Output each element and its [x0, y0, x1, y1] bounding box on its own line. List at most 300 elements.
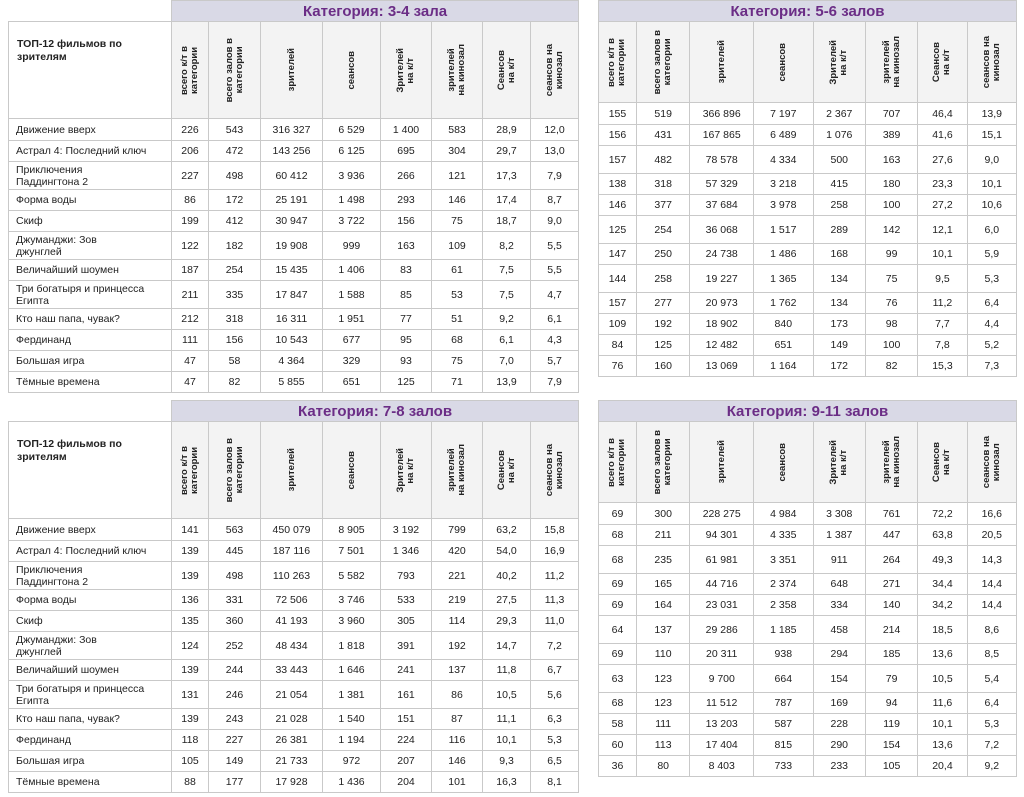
table-cell: 163: [381, 232, 432, 260]
table-cell: 227: [172, 162, 209, 190]
table-cell: 105: [172, 751, 209, 772]
table-cell: 63,8: [918, 525, 967, 546]
table-cell: 1 387: [813, 525, 865, 546]
table-cell: 21 028: [261, 709, 323, 730]
column-header: зрителей на кинозал: [446, 44, 467, 96]
table-cell: 563: [209, 519, 261, 541]
table-cell: 10,1: [967, 174, 1016, 195]
table-cell: 482: [636, 146, 689, 174]
film-title: Движение вверх: [9, 119, 172, 141]
table-cell: 24 738: [690, 244, 754, 265]
table-row: [9, 260, 579, 281]
table-cell: 111: [636, 714, 689, 735]
table-cell: 156: [381, 211, 432, 232]
table-cell: 16,9: [531, 541, 579, 562]
table-cell: 377: [636, 195, 689, 216]
table-cell: 15,8: [531, 519, 579, 541]
table-cell: 214: [865, 616, 917, 644]
table-cell: 18,7: [483, 211, 531, 232]
table-cell: 23 031: [690, 595, 754, 616]
table-cell: 587: [754, 714, 814, 735]
table-cell: 146: [432, 751, 483, 772]
table-cell: 8 403: [690, 756, 754, 777]
table-row: [9, 211, 579, 232]
table-cell: 123: [636, 665, 689, 693]
table-cell: 6,0: [967, 216, 1016, 244]
table-cell: 911: [813, 546, 865, 574]
film-title: Астрал 4: Последний ключ: [9, 541, 172, 562]
table-category-3-4: [8, 0, 579, 393]
table-cell: 15,1: [967, 125, 1016, 146]
table-cell: 71: [432, 372, 483, 393]
table-cell: 25 191: [261, 190, 323, 211]
table-cell: 3 308: [813, 503, 865, 525]
table-cell: 277: [636, 293, 689, 314]
table-cell: 211: [636, 525, 689, 546]
table-cell: 135: [172, 611, 209, 632]
table-row: [9, 232, 579, 260]
table-cell: 149: [209, 751, 261, 772]
table-cell: 331: [209, 590, 261, 611]
table-cell: 82: [865, 356, 917, 377]
table-row: [599, 265, 1017, 293]
table-cell: 9,0: [967, 146, 1016, 174]
table-cell: 2 367: [813, 103, 865, 125]
table-cell: 160: [636, 356, 689, 377]
table-cell: 289: [813, 216, 865, 244]
column-header: Зрителей на к/т: [828, 39, 850, 85]
table-cell: 27,5: [483, 590, 531, 611]
table-cell: 4 984: [754, 503, 814, 525]
table-cell: 146: [432, 190, 483, 211]
table-cell: 69: [599, 503, 637, 525]
table-row: [9, 590, 579, 611]
film-title: Форма воды: [9, 590, 172, 611]
table-cell: 29,3: [483, 611, 531, 632]
table-cell: 60 412: [261, 162, 323, 190]
table-cell: 1 436: [323, 772, 381, 793]
table-cell: 172: [813, 356, 865, 377]
table-cell: 134: [813, 265, 865, 293]
table-row: [599, 644, 1017, 665]
table-cell: 93: [381, 351, 432, 372]
table-category-9-11: [598, 400, 1017, 777]
table-cell: 122: [172, 232, 209, 260]
table-cell: 7,2: [531, 632, 579, 660]
table-cell: 140: [865, 595, 917, 616]
table-cell: 57 329: [690, 174, 754, 195]
table-cell: 252: [209, 632, 261, 660]
table-row: [9, 541, 579, 562]
column-header: зрителей: [715, 440, 727, 484]
film-title: Астрал 4: Последний ключ: [9, 141, 172, 162]
table-cell: 5,4: [967, 665, 1016, 693]
table-cell: 498: [209, 562, 261, 590]
table-cell: 30 947: [261, 211, 323, 232]
table-cell: 9 700: [690, 665, 754, 693]
column-header: всего к/т в категории: [606, 37, 628, 87]
table-row: [9, 562, 579, 590]
column-header: Сеансов на к/т: [931, 441, 953, 483]
table-cell: 318: [636, 174, 689, 195]
table-cell: 2 358: [754, 595, 814, 616]
column-header: сеансов на кинозал: [543, 43, 565, 97]
table-cell: 360: [209, 611, 261, 632]
table-cell: 6,3: [531, 709, 579, 730]
column-header: зрителей на кинозал: [446, 444, 467, 496]
table-cell: 83: [381, 260, 432, 281]
column-header: зрителей: [715, 40, 727, 84]
table-cell: 44 716: [690, 574, 754, 595]
table-title: Категория: 5-6 залов: [599, 1, 1017, 22]
table-cell: 17 404: [690, 735, 754, 756]
table-cell: 5,3: [967, 714, 1016, 735]
table-cell: 157: [599, 146, 637, 174]
table-cell: 168: [813, 244, 865, 265]
table-cell: 182: [209, 232, 261, 260]
column-header: всего к/т в категории: [179, 445, 200, 495]
column-header: Сеансов на к/т: [495, 449, 517, 491]
table-cell: 192: [432, 632, 483, 660]
table-row: [599, 665, 1017, 693]
column-header: всего к/т в категории: [606, 437, 628, 487]
table-row: [599, 103, 1017, 125]
table-cell: 187: [172, 260, 209, 281]
table-cell: 84: [599, 335, 637, 356]
table-row: [9, 351, 579, 372]
table-cell: 264: [865, 546, 917, 574]
table-cell: 9,5: [918, 265, 967, 293]
film-title: Фердинанд: [9, 330, 172, 351]
table-cell: 6 489: [754, 125, 814, 146]
table-cell: 5,5: [531, 232, 579, 260]
film-title: Большая игра: [9, 751, 172, 772]
column-header: зрителей на кинозал: [880, 36, 902, 88]
table-cell: 335: [209, 281, 261, 309]
table-cell: 10,1: [918, 244, 967, 265]
table-cell: 6,1: [483, 330, 531, 351]
table-cell: 204: [381, 772, 432, 793]
table-cell: 8,6: [967, 616, 1016, 644]
table-row: [9, 141, 579, 162]
table-cell: 46,4: [918, 103, 967, 125]
table-cell: 15 435: [261, 260, 323, 281]
table-cell: 294: [813, 644, 865, 665]
table-cell: 40,2: [483, 562, 531, 590]
table-cell: 154: [865, 735, 917, 756]
table-cell: 58: [599, 714, 637, 735]
table-cell: 27,6: [918, 146, 967, 174]
table-cell: 254: [636, 216, 689, 244]
table-cell: 5,3: [967, 265, 1016, 293]
column-header: зрителей на кинозал: [880, 436, 902, 488]
table-cell: 16,3: [483, 772, 531, 793]
table-cell: 34,4: [918, 574, 967, 595]
table-cell: 3 960: [323, 611, 381, 632]
column-header: всего залов в категории: [652, 429, 674, 495]
table-cell: 144: [599, 265, 637, 293]
table-cell: 10,6: [967, 195, 1016, 216]
table-cell: 500: [813, 146, 865, 174]
table-cell: 68: [599, 693, 637, 714]
column-header: сеансов: [777, 42, 789, 82]
table-cell: 86: [432, 681, 483, 709]
column-header: сеансов: [777, 442, 789, 482]
table-row: [599, 735, 1017, 756]
table-row: [599, 503, 1017, 525]
table-cell: 167 865: [690, 125, 754, 146]
table-cell: 146: [599, 195, 637, 216]
table-row: [599, 356, 1017, 377]
table-cell: 58: [209, 351, 261, 372]
table-cell: 76: [865, 293, 917, 314]
table-cell: 77: [381, 309, 432, 330]
table-cell: 1 076: [813, 125, 865, 146]
table-row: [9, 632, 579, 660]
table-cell: 28,9: [483, 119, 531, 141]
table-cell: 20 311: [690, 644, 754, 665]
table-row: [9, 330, 579, 351]
table-cell: 68: [599, 546, 637, 574]
table-cell: 7 197: [754, 103, 814, 125]
table-cell: 228: [813, 714, 865, 735]
table-cell: 431: [636, 125, 689, 146]
table-cell: 3 936: [323, 162, 381, 190]
table-cell: 137: [636, 616, 689, 644]
table-category-5-6: [598, 0, 1017, 377]
table-cell: 415: [813, 174, 865, 195]
film-title: Величайший шоумен: [9, 260, 172, 281]
table-cell: 169: [813, 693, 865, 714]
table-cell: 472: [209, 141, 261, 162]
table-row: [599, 195, 1017, 216]
film-title: Величайший шоумен: [9, 660, 172, 681]
table-cell: 13,6: [918, 735, 967, 756]
table-cell: 14,7: [483, 632, 531, 660]
table-cell: 17,4: [483, 190, 531, 211]
table-cell: 85: [381, 281, 432, 309]
table-cell: 20 973: [690, 293, 754, 314]
table-cell: 164: [636, 595, 689, 616]
table-cell: 1 164: [754, 356, 814, 377]
table-cell: 121: [432, 162, 483, 190]
film-title: Форма воды: [9, 190, 172, 211]
table-cell: 10,5: [918, 665, 967, 693]
table-cell: 244: [209, 660, 261, 681]
table-cell: 1 498: [323, 190, 381, 211]
table-cell: 34,2: [918, 595, 967, 616]
table-cell: 228 275: [690, 503, 754, 525]
film-title: Большая игра: [9, 351, 172, 372]
table-cell: 7,7: [918, 314, 967, 335]
table-cell: 420: [432, 541, 483, 562]
table-cell: 185: [865, 644, 917, 665]
table-cell: 68: [599, 525, 637, 546]
table-cell: 19 227: [690, 265, 754, 293]
table-cell: 47: [172, 372, 209, 393]
column-header: Сеансов на к/т: [931, 41, 953, 83]
table-cell: 1 194: [323, 730, 381, 751]
table-cell: 1 517: [754, 216, 814, 244]
column-header: всего залов в категории: [223, 437, 245, 503]
table-cell: 6,5: [531, 751, 579, 772]
table-title: Категория: 3-4 зала: [172, 1, 579, 22]
table-cell: 63,2: [483, 519, 531, 541]
table-cell: 8,7: [531, 190, 579, 211]
table-cell: 78 578: [690, 146, 754, 174]
table-category-7-8: [8, 400, 579, 793]
table-cell: 75: [432, 351, 483, 372]
table-row: [9, 119, 579, 141]
column-header: Зрителей на к/т: [828, 439, 850, 485]
table-cell: 86: [172, 190, 209, 211]
column-header: всего к/т в категории: [179, 45, 200, 95]
table-cell: 154: [813, 665, 865, 693]
table-row: [599, 616, 1017, 644]
table-row: [9, 281, 579, 309]
table-cell: 533: [381, 590, 432, 611]
table-cell: 5,7: [531, 351, 579, 372]
table-cell: 211: [172, 281, 209, 309]
column-header: Зрителей на к/т: [395, 447, 416, 493]
table-cell: 5,6: [531, 681, 579, 709]
table-cell: 139: [172, 660, 209, 681]
table-cell: 11,8: [483, 660, 531, 681]
table-cell: 366 896: [690, 103, 754, 125]
table-cell: 10,1: [483, 730, 531, 751]
table-cell: 64: [599, 616, 637, 644]
table-cell: 88: [172, 772, 209, 793]
table-cell: 82: [209, 372, 261, 393]
table-cell: 13 069: [690, 356, 754, 377]
table-cell: 4,3: [531, 330, 579, 351]
film-title: Движение вверх: [9, 519, 172, 541]
table-cell: 6,7: [531, 660, 579, 681]
table-cell: 110 263: [261, 562, 323, 590]
table-cell: 799: [432, 519, 483, 541]
table-cell: 61 981: [690, 546, 754, 574]
table-cell: 999: [323, 232, 381, 260]
table-cell: 7,2: [967, 735, 1016, 756]
table-cell: 648: [813, 574, 865, 595]
table-cell: 1 540: [323, 709, 381, 730]
table-cell: 13,0: [531, 141, 579, 162]
table-cell: 329: [323, 351, 381, 372]
table-row: [599, 125, 1017, 146]
table-cell: 9,0: [531, 211, 579, 232]
table-cell: 98: [865, 314, 917, 335]
table-cell: 7,3: [967, 356, 1016, 377]
table-cell: 12,1: [918, 216, 967, 244]
table-title: Категория: 9-11 залов: [599, 401, 1017, 422]
table-row: [599, 293, 1017, 314]
table-cell: 1 486: [754, 244, 814, 265]
table-cell: 733: [754, 756, 814, 777]
table-cell: 187 116: [261, 541, 323, 562]
table-cell: 99: [865, 244, 917, 265]
column-header: всего залов в категории: [652, 29, 674, 95]
table-cell: 165: [636, 574, 689, 595]
table-cell: 100: [865, 195, 917, 216]
table-cell: 21 733: [261, 751, 323, 772]
table-cell: 94 301: [690, 525, 754, 546]
table-cell: 235: [636, 546, 689, 574]
column-headers: [9, 422, 579, 519]
table-cell: 1 406: [323, 260, 381, 281]
table-cell: 450 079: [261, 519, 323, 541]
table-cell: 137: [432, 660, 483, 681]
table-cell: 180: [865, 174, 917, 195]
table-cell: 48 434: [261, 632, 323, 660]
table-cell: 651: [754, 335, 814, 356]
table-cell: 583: [432, 119, 483, 141]
table-cell: 142: [865, 216, 917, 244]
table-cell: 14,4: [967, 574, 1016, 595]
table-cell: 51: [432, 309, 483, 330]
table-cell: 27,2: [918, 195, 967, 216]
column-header: зрителей: [285, 448, 297, 492]
table-row: [599, 546, 1017, 574]
table-cell: 4 334: [754, 146, 814, 174]
table-cell: 8 905: [323, 519, 381, 541]
table-cell: 11,6: [918, 693, 967, 714]
table-cell: 11 512: [690, 693, 754, 714]
table-cell: 5,5: [531, 260, 579, 281]
table-cell: 109: [432, 232, 483, 260]
table-cell: 7,5: [483, 281, 531, 309]
table-row: [599, 756, 1017, 777]
table-cell: 972: [323, 751, 381, 772]
film-title: Приключения Паддингтона 2: [9, 162, 172, 190]
table-cell: 1 951: [323, 309, 381, 330]
table-cell: 271: [865, 574, 917, 595]
table-cell: 318: [209, 309, 261, 330]
table-cell: 695: [381, 141, 432, 162]
table-cell: 938: [754, 644, 814, 665]
table-cell: 6 125: [323, 141, 381, 162]
table-cell: 36: [599, 756, 637, 777]
table-cell: 10 543: [261, 330, 323, 351]
column-headers: [599, 422, 1017, 503]
table-cell: 226: [172, 119, 209, 141]
table-cell: 447: [865, 525, 917, 546]
table-cell: 412: [209, 211, 261, 232]
film-title: Скиф: [9, 611, 172, 632]
column-headers: [9, 22, 579, 119]
table-cell: 21 054: [261, 681, 323, 709]
table-cell: 76: [599, 356, 637, 377]
table-cell: 54,0: [483, 541, 531, 562]
table-cell: 391: [381, 632, 432, 660]
table-cell: 18 902: [690, 314, 754, 335]
table-cell: 4,4: [967, 314, 1016, 335]
table-cell: 207: [381, 751, 432, 772]
column-header: всего залов в категории: [223, 37, 245, 103]
table-row: [9, 772, 579, 793]
table-cell: 87: [432, 709, 483, 730]
table-cell: 60: [599, 735, 637, 756]
table-cell: 134: [813, 293, 865, 314]
table-cell: 163: [865, 146, 917, 174]
table-cell: 7,9: [531, 162, 579, 190]
table-cell: 113: [636, 735, 689, 756]
table-cell: 5,9: [967, 244, 1016, 265]
table-cell: 17,3: [483, 162, 531, 190]
table-cell: 651: [323, 372, 381, 393]
table-cell: 156: [209, 330, 261, 351]
table-cell: 123: [636, 693, 689, 714]
table-row: [599, 335, 1017, 356]
